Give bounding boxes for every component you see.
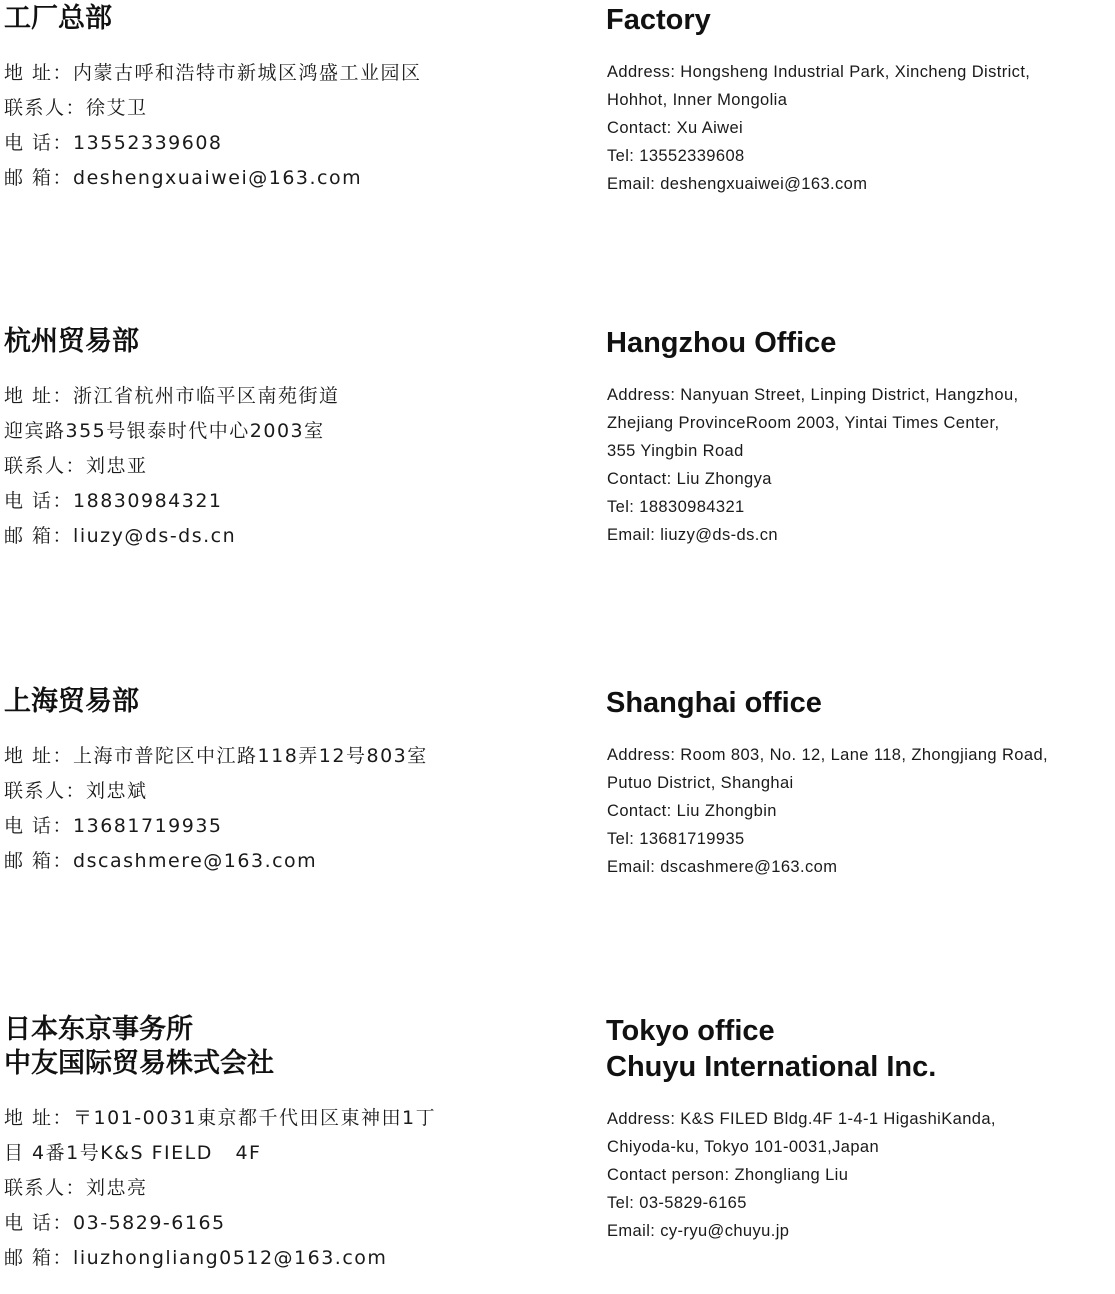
contact-lines-zh <box>4 1101 564 1276</box>
address-en-line-1: Address: Room 803, No. 12, Lane 118, Zhongjiang Road, <box>607 746 1048 764</box>
contact-person-zh: 联系人：刘忠斌 <box>4 780 148 802</box>
email-zh: 邮 箱：liuzy@ds-ds.cn <box>4 525 237 547</box>
contact-lines-zh <box>4 379 564 554</box>
email-zh: 邮 箱：dscashmere@163.com <box>4 850 318 872</box>
section-title-en: Shanghai office <box>606 687 822 719</box>
phone-zh: 电 话：13552339608 <box>4 132 223 154</box>
contact-person-en: Contact: Xu Aiwei <box>607 119 744 137</box>
address-zh-line-1: 地 址：〒101-0031東京都千代田区東神田1丁 <box>4 1107 437 1129</box>
email-zh: 邮 箱：liuzhongliang0512@163.com <box>4 1247 388 1269</box>
phone-en: Tel: 13681719935 <box>607 830 745 848</box>
address-zh: 地 址：上海市普陀区中江路118弄12号803室 <box>4 745 428 767</box>
en-column <box>606 1013 1115 1245</box>
address-en-line-1: Address: Nanyuan Street, Linping District, Hangzhou, <box>607 386 1019 404</box>
address-en-line-2: Zhejiang ProvinceRoom 2003, Yintai Times Center, <box>607 414 1000 432</box>
email-en: Email: deshengxuaiwei@163.com <box>607 175 868 193</box>
contact-person-en: Contact person: Zhongliang Liu <box>607 1166 849 1184</box>
en-column <box>606 0 1115 198</box>
section-title-en: Tokyo office Chuyu International Inc. <box>606 1015 937 1083</box>
contact-person-zh: 联系人：刘忠亚 <box>4 455 148 477</box>
phone-en: Tel: 18830984321 <box>607 498 745 516</box>
address-zh-line-1: 地 址：浙江省杭州市临平区南苑街道 <box>4 385 340 407</box>
email-zh: 邮 箱：deshengxuaiwei@163.com <box>4 167 363 189</box>
zh-column <box>4 0 564 196</box>
phone-zh: 电 话：18830984321 <box>4 490 223 512</box>
address-en-line-1: Address: K&S FILED Bldg.4F 1-4-1 HigashiKanda, <box>607 1110 996 1128</box>
address-zh-line-2: 目 4番1号K&S FIELD 4F <box>4 1142 262 1164</box>
email-en: Email: liuzy@ds-ds.cn <box>607 526 778 544</box>
contact-person-en: Contact: Liu Zhongbin <box>607 802 777 820</box>
phone-en: Tel: 03-5829-6165 <box>607 1194 747 1212</box>
contact-lines-zh <box>4 739 564 879</box>
contact-lines-en <box>606 381 1115 549</box>
address-en-line-1: Address: Hongsheng Industrial Park, Xincheng District, <box>607 63 1031 81</box>
phone-zh: 电 话：13681719935 <box>4 815 223 837</box>
address-en-line-2: Chiyoda-ku, Tokyo 101-0031,Japan <box>607 1138 880 1156</box>
section-title-zh: 日本东京事务所 中友国际贸易株式会社 <box>4 1014 274 1079</box>
en-column <box>606 325 1115 549</box>
section-title-en: Hangzhou Office <box>606 327 837 359</box>
zh-column <box>4 1013 564 1276</box>
email-en: Email: dscashmere@163.com <box>607 858 838 876</box>
section-title-zh: 工厂总部 <box>4 3 112 34</box>
contact-lines-zh <box>4 56 564 196</box>
address-en-line-3: 355 Yingbin Road <box>607 442 744 460</box>
section-title-zh: 上海贸易部 <box>4 686 139 717</box>
email-en: Email: cy-ryu@chuyu.jp <box>607 1222 790 1240</box>
contact-lines-en <box>606 58 1115 198</box>
phone-en: Tel: 13552339608 <box>607 147 745 165</box>
address-en-line-2: Hohhot, Inner Mongolia <box>607 91 788 109</box>
en-column <box>606 685 1115 881</box>
contact-lines-en <box>606 741 1115 881</box>
section-title-en: Factory <box>606 4 711 36</box>
address-zh-line-2: 迎宾路355号银泰时代中心2003室 <box>4 420 325 442</box>
section-title-zh: 杭州贸易部 <box>4 326 139 357</box>
zh-column <box>4 685 564 879</box>
zh-column <box>4 325 564 554</box>
contact-person-en: Contact: Liu Zhongya <box>607 470 772 488</box>
address-zh: 地 址：内蒙古呼和浩特市新城区鸿盛工业园区 <box>4 62 422 84</box>
contact-lines-en <box>606 1105 1115 1245</box>
contact-person-zh: 联系人：刘忠亮 <box>4 1177 148 1199</box>
contact-person-zh: 联系人：徐艾卫 <box>4 97 148 119</box>
address-en-line-2: Putuo District, Shanghai <box>607 774 794 792</box>
phone-zh: 电 话：03-5829-6165 <box>4 1212 226 1234</box>
